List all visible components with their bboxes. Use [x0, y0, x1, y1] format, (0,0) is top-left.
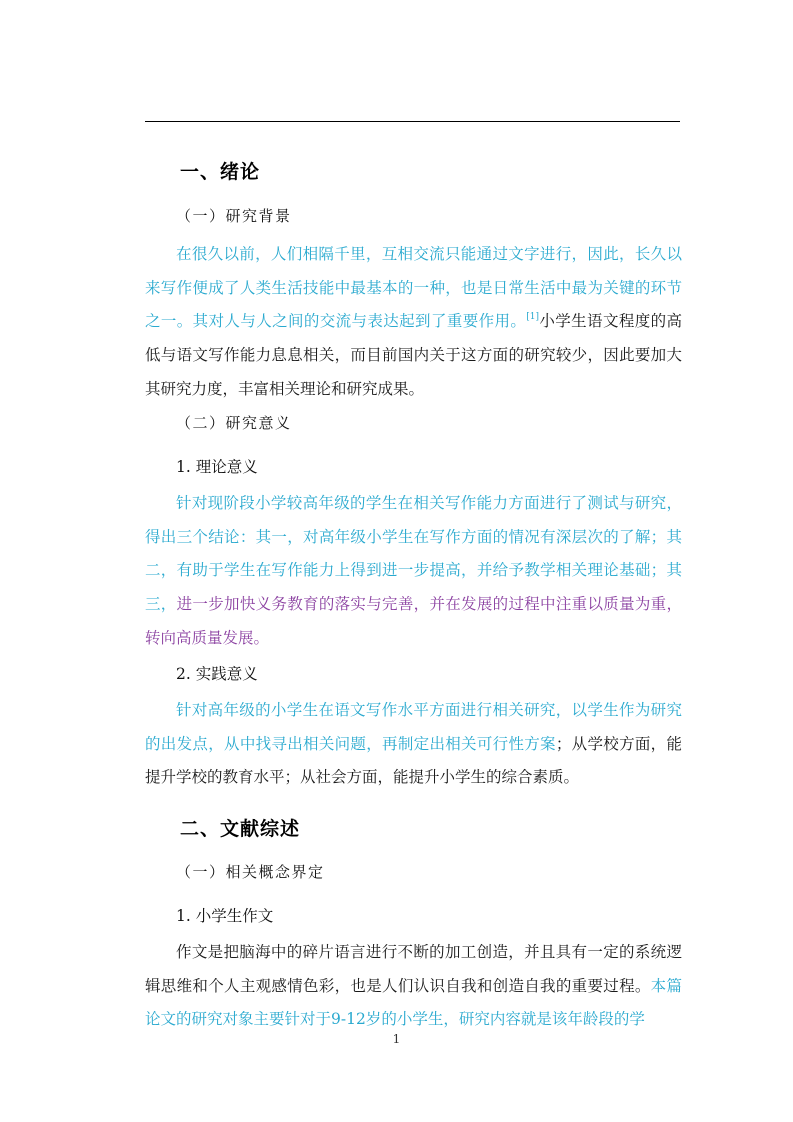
paragraph-theoretical — [145, 487, 682, 656]
paragraph-background — [145, 238, 682, 407]
page-number: 1 — [392, 1032, 401, 1046]
paragraph-practical — [145, 694, 682, 795]
subsection-heading-significance: （二）研究意义 — [176, 414, 292, 432]
item-heading-theoretical: 1. 理论意义 — [176, 458, 258, 476]
subsection-heading-background: （一）研究背景 — [176, 207, 292, 225]
header-rule — [145, 121, 680, 122]
text-highlight-cyan: 针对高年级的小学生在语文写作水平方面进行相关研究，以学生作为研究的出发点，从中找寻出相关问题，再制定出相关可行性方案 — [145, 701, 682, 753]
section-title-introduction: 一、绪论 — [180, 161, 261, 183]
text-body: ；从学校方面，能提升学校的教育水平；从社会方面，能提升小学生的综合素质。 — [145, 734, 682, 787]
text-body: 小学生语文程度的高低与语文写作能力息息相关，而目前国内关于这方面的研究较少，因此要加大其研究力度，丰富相关理论和研究成果。 — [145, 312, 682, 398]
text-body: 作文是把脑海中的碎片语言进行不断的加工创造，并且具有一定的系统逻辑思维和个人主观感情色彩，也是人们认识自我和创造自我的重要过程。 — [145, 943, 682, 995]
item-heading-composition: 1. 小学生作文 — [176, 907, 274, 925]
text-highlight-purple: 进一步加快义务教育的落实与完善，并在发展的过程中注重以质量为重，转向高质量发展。 — [145, 595, 682, 647]
citation-marker[interactable]: [1] — [526, 312, 540, 323]
section-title-literature-review: 二、文献综述 — [180, 818, 301, 840]
text-highlight-cyan: 本篇论文的研究对象主要针对于9-12岁的小学生，研究内容就是该年龄段的学 — [145, 976, 682, 1029]
item-heading-practical: 2. 实践意义 — [176, 665, 258, 683]
text-highlight-cyan: 在很久以前，人们相隔千里，互相交流只能通过文字进行，因此，长久以来写作便成了人类生活技能中最基本的一种，也是日常生活中最为关键的环节之一。其对人与人之间的交流与表达起到了重要作用。 — [145, 245, 682, 331]
paragraph-composition — [145, 936, 682, 1037]
subsection-heading-concepts: （一）相关概念界定 — [176, 863, 325, 881]
text-highlight-cyan: 针对现阶段小学较高年级的学生在相关写作能力方面进行了测试与研究，得出三个结论：其一，对高年级小学生在写作方面的情况有深层次的了解；其二，有助于学生在写作能力上得到进一步提高，并给予教学相关理论基础；其三， — [145, 494, 682, 614]
